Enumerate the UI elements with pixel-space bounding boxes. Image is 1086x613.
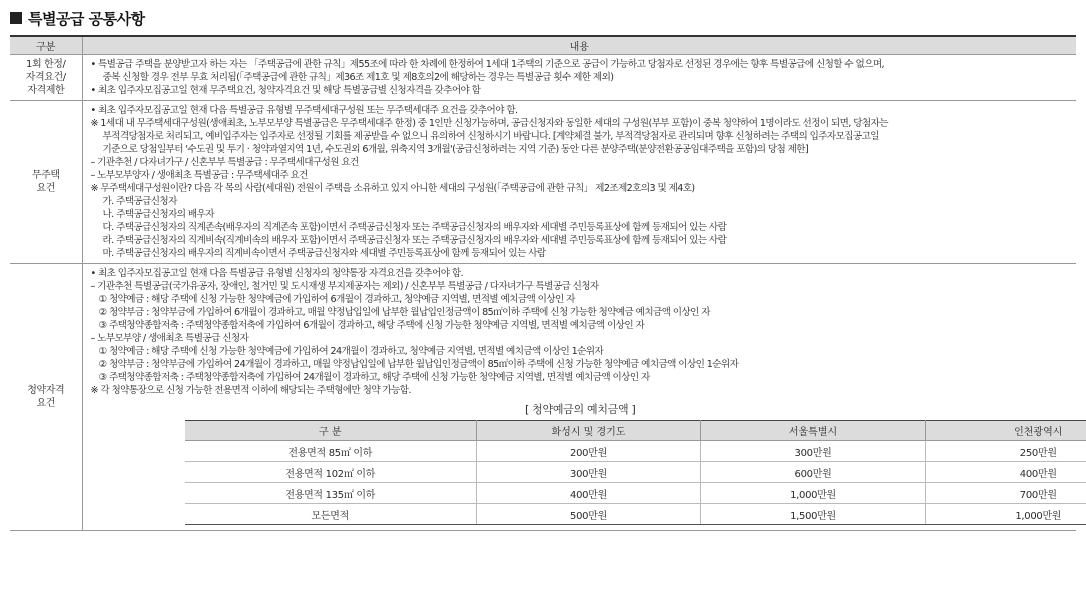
deposit-row xyxy=(185,462,1086,483)
deposit-row xyxy=(185,504,1086,525)
header-content: 내용 xyxy=(82,36,1076,55)
row-homeless-requirement xyxy=(10,101,1076,264)
category-line: 무주택 xyxy=(31,170,60,181)
common-requirements-table xyxy=(10,35,1076,531)
content-line: 기준으로 당첨일부터 '수도권 및 투기 · 청약과열지역 1년, 수도권외 6개월, 위축지역 3개월'(공급신청하려는 지역 기준) 동안 다른 분양주택(분양전환공공임대주택을 포함)의 당첨 제한] xyxy=(102,144,809,155)
content-line: – 노부모부양 / 생애최초 특별공급 신청자 xyxy=(90,333,249,344)
deposit-amount-table xyxy=(185,420,1086,525)
content-line: 다. 주택공급신청자의 직계존속(배우자의 직계존속 포함)이면서 주택공급신청자 또는 주택공급신청자의 배우자와 세대별 주민등록표상에 함께 등재되어 있는 사람 xyxy=(102,222,727,233)
row-category xyxy=(10,55,82,101)
deposit-cell: 200만원 xyxy=(477,441,701,462)
category-line: 청약자격 xyxy=(27,385,65,396)
content-line: – 기관추천 / 다자녀가구 / 신혼부부 특별공급 : 무주택세대구성원 요건 xyxy=(90,157,359,168)
heading-square-icon xyxy=(10,12,22,24)
row-content xyxy=(82,264,1076,531)
deposit-cell: 700만원 xyxy=(926,483,1086,504)
content-line: 마. 주택공급신청자의 배우자의 직계비속이면서 주택공급신청자와 세대별 주민등록표상에 함께 등재되어 있는 사람 xyxy=(102,248,546,259)
content-line: ② 청약부금 : 청약부금에 가입하여 24개월이 경과하고, 매월 약정납입일에 납부한 월납입인정금액이 85㎡이하 주택에 신청 가능한 청약예금 예치금액 이상인 1순위자 xyxy=(98,359,739,370)
row-one-time-limit xyxy=(10,55,1076,101)
header-category: 구분 xyxy=(10,36,82,55)
deposit-cell: 400만원 xyxy=(926,462,1086,483)
row-content xyxy=(82,55,1076,101)
deposit-row xyxy=(185,483,1086,504)
row-category xyxy=(10,264,82,531)
category-line: 요건 xyxy=(36,398,56,409)
content-line: ① 청약예금 : 해당 주택에 신청 가능한 청약예금에 가입하여 6개월이 경과하고, 청약예금 지역별, 면적별 예치금액 이상인 자 xyxy=(98,294,575,305)
deposit-cell: 400만원 xyxy=(477,483,701,504)
deposit-cell: 1,500만원 xyxy=(701,504,926,525)
row-subscription-requirement xyxy=(10,264,1076,531)
content-line: ※ 무주택세대구성원이란? 다음 각 목의 사람(세대원) 전원이 주택을 소유하고 있지 아니한 세대의 구성원(「주택공급에 관한 규칙」 제2조제2호의3 및 제4호) xyxy=(90,183,695,194)
deposit-cell: 전용면적 102㎡ 이하 xyxy=(185,462,477,483)
row-category xyxy=(10,101,82,264)
content-line: • 최초 입주자모집공고일 현재 무주택요건, 청약자격요건 및 해당 특별공급별 신청자격을 갖추어야 함 xyxy=(90,85,481,96)
content-line: • 최초 입주자모집공고일 현재 다음 특별공급 유형별 무주택세대구성원 또는 무주택세대주 요건을 갖추어야 함. xyxy=(90,105,518,116)
deposit-row xyxy=(185,441,1086,462)
content-line: 가. 주택공급신청자 xyxy=(102,196,177,207)
deposit-header-row xyxy=(185,421,1086,441)
deposit-cell: 300만원 xyxy=(477,462,701,483)
content-line: ③ 주택청약종합저축 : 주택청약종합저축에 가입하여 6개월이 경과하고, 해당 주택에 신청 가능한 청약예금 지역별, 면적별 예치금액 이상인 자 xyxy=(98,320,645,331)
content-line: ※ 각 청약통장으로 신청 가능한 전용면적 이하에 해당되는 주택형에만 청약 가능함. xyxy=(90,385,411,396)
deposit-header-cell: 화성시 및 경기도 xyxy=(477,421,701,441)
deposit-cell: 1,000만원 xyxy=(701,483,926,504)
deposit-cell: 모든면적 xyxy=(185,504,477,525)
deposit-table-title: [ 청약예금의 예치금액 ] xyxy=(524,403,636,416)
row-content xyxy=(82,101,1076,264)
heading-title: 특별공급 공통사항 xyxy=(28,9,145,28)
deposit-header-cell: 인천광역시 xyxy=(926,421,1086,441)
deposit-cell: 300만원 xyxy=(701,441,926,462)
category-line: 자격제한 xyxy=(27,85,65,96)
deposit-cell: 600만원 xyxy=(701,462,926,483)
content-line: ① 청약예금 : 해당 주택에 신청 가능한 청약예금에 가입하여 24개월이 경과하고, 청약예금 지역별, 면적별 예치금액 이상인 1순위자 xyxy=(98,346,604,357)
content-line: 나. 주택공급신청자의 배우자 xyxy=(102,209,214,220)
content-line: 라. 주택공급신청자의 직계비속(직계비속의 배우자 포함)이면서 주택공급신청자 또는 주택공급신청자의 배우자와 세대별 주민등록표상에 함께 등재되어 있는 사람 xyxy=(102,235,727,246)
category-line: 요건 xyxy=(36,183,56,194)
table-header-row xyxy=(10,36,1076,55)
category-line: 자격요건/ xyxy=(25,72,66,83)
content-line: 중복 신청할 경우 전부 무효 처리됨(「주택공급에 관한 규칙」제36조 제1호 및 제8호의2에 해당하는 경우는 특별공급 횟수 제한 제외) xyxy=(102,72,614,83)
deposit-cell: 전용면적 85㎡ 이하 xyxy=(185,441,477,462)
deposit-cell: 1,000만원 xyxy=(926,504,1086,525)
deposit-header-cell: 구 분 xyxy=(185,421,477,441)
deposit-cell: 500만원 xyxy=(477,504,701,525)
content-line: • 특별공급 주택을 분양받고자 하는 자는 「주택공급에 관한 규칙」제55조에 따라 한 차례에 한정하여 1세대 1주택의 기준으로 공급이 가능하고 당첨자로 선정된 경우에는 향후 특별공급에 신청할 수 없으며, xyxy=(90,59,884,70)
content-line: 부적격당첨자로 처리되고, 예비입주자는 입주자로 선정될 기회를 제공받을 수 없으니 유의하여 신청하시기 바랍니다. [계약체결 불가, 부적격당첨자로 관리되며 향후 신청하려는 주택의 입주자모집공고일 xyxy=(102,131,879,142)
content-line: ② 청약부금 : 청약부금에 가입하여 6개월이 경과하고, 매월 약정납입일에 납부한 월납입인정금액이 85㎡이하 주택에 신청 가능한 청약예금 예치금액 이상인 자 xyxy=(98,307,710,318)
deposit-cell: 250만원 xyxy=(926,441,1086,462)
content-line: ※ 1세대 내 무주택세대구성원(생애최초, 노부모부양 특별공급은 무주택세대주 한정) 중 1인만 신청가능하며, 공급신청자와 동일한 세대의 구성원(부부 포함)이 중복 청약하여 1명이라도 선정이 되면, 당첨자는 xyxy=(90,118,888,129)
content-line: ③ 주택청약종합저축 : 주택청약종합저축에 가입하여 24개월이 경과하고, 해당 주택에 신청 가능한 청약예금 지역별, 면적별 예치금액 이상인 자 xyxy=(98,372,650,383)
deposit-header-cell: 서울특별시 xyxy=(701,421,926,441)
deposit-cell: 전용면적 135㎡ 이하 xyxy=(185,483,477,504)
content-line: – 노부모부양자 / 생애최초 특별공급 : 무주택세대주 요건 xyxy=(90,170,308,181)
content-line: • 최초 입주자모집공고일 현재 다음 특별공급 유형별 신청자의 청약통장 자격요건을 갖추어야 함. xyxy=(90,268,463,279)
category-line: 1회 한정/ xyxy=(26,59,66,70)
section-heading xyxy=(10,5,145,31)
content-line: – 기관추천 특별공급(국가유공자, 장애인, 철거민 및 도시재생 부지제공자는 제외) / 신혼부부 특별공급 / 다자녀가구 특별공급 신청자 xyxy=(90,281,599,292)
